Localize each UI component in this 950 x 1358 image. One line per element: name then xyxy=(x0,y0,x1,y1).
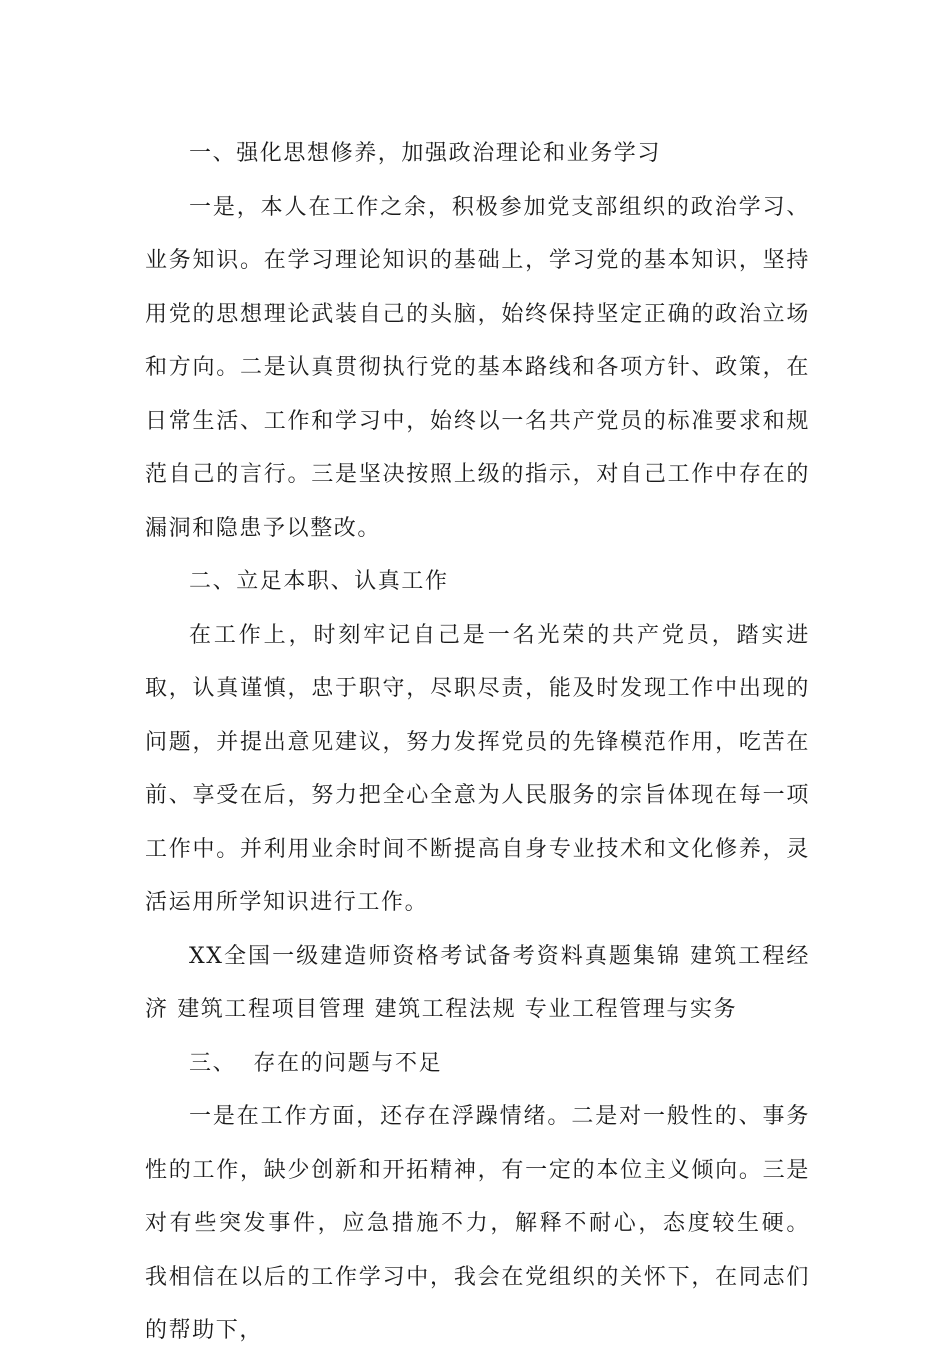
section-heading-1: 一、强化思想修养，加强政治理论和业务学习 xyxy=(189,141,662,166)
document-body xyxy=(145,127,810,1358)
ad-line: XX全国一级建造师资格考试备考资料真题集锦 建筑工程经济 建筑工程项目管理 建筑工程法规 专业工程管理与实务 xyxy=(145,943,810,1022)
paragraph-2: 在工作上，时刻牢记自己是一名光荣的共产党员，踏实进取，认真谨慎，忠于职守，尽职尽责，能及时发现工作中出现的问题，并提出意见建议，努力发挥党员的先锋模范作用，吃苦在前、享受在后，努力把全心全意为人民服务的宗旨体现在每一项工作中。并利用业余时间不断提高自身专业技术和文化修养，灵活运用所学知识进行工作。 xyxy=(145,622,810,915)
paragraph-1: 一是，本人在工作之余，积极参加党支部组织的政治学习、业务知识。在学习理论知识的基础上，学习党的基本知识，坚持用党的思想理论武装自己的头脑，始终保持坚定正确的政治立场和方向。二是认真贯彻执行党的基本路线和各项方针、政策，在日常生活、工作和学习中，始终以一名共产党员的标准要求和规范自己的言行。三是坚决按照上级的指示，对自己工作中存在的漏洞和隐患予以整改。 xyxy=(145,194,810,541)
section-heading-2: 二、立足本职、认真工作 xyxy=(189,569,449,594)
section-heading-3: 三、 存在的问题与不足 xyxy=(189,1050,443,1076)
paragraph-3: 一是在工作方面，还存在浮躁情绪。二是对一般性的、事务性的工作，缺少创新和开拓精神，有一定的本位主义倾向。三是对有些突发事件，应急措施不力，解释不耐心，态度较生硬。 我相信在以后的工作学习中，我会在党组织的关怀下，在同志们的帮助下， xyxy=(145,1104,810,1343)
